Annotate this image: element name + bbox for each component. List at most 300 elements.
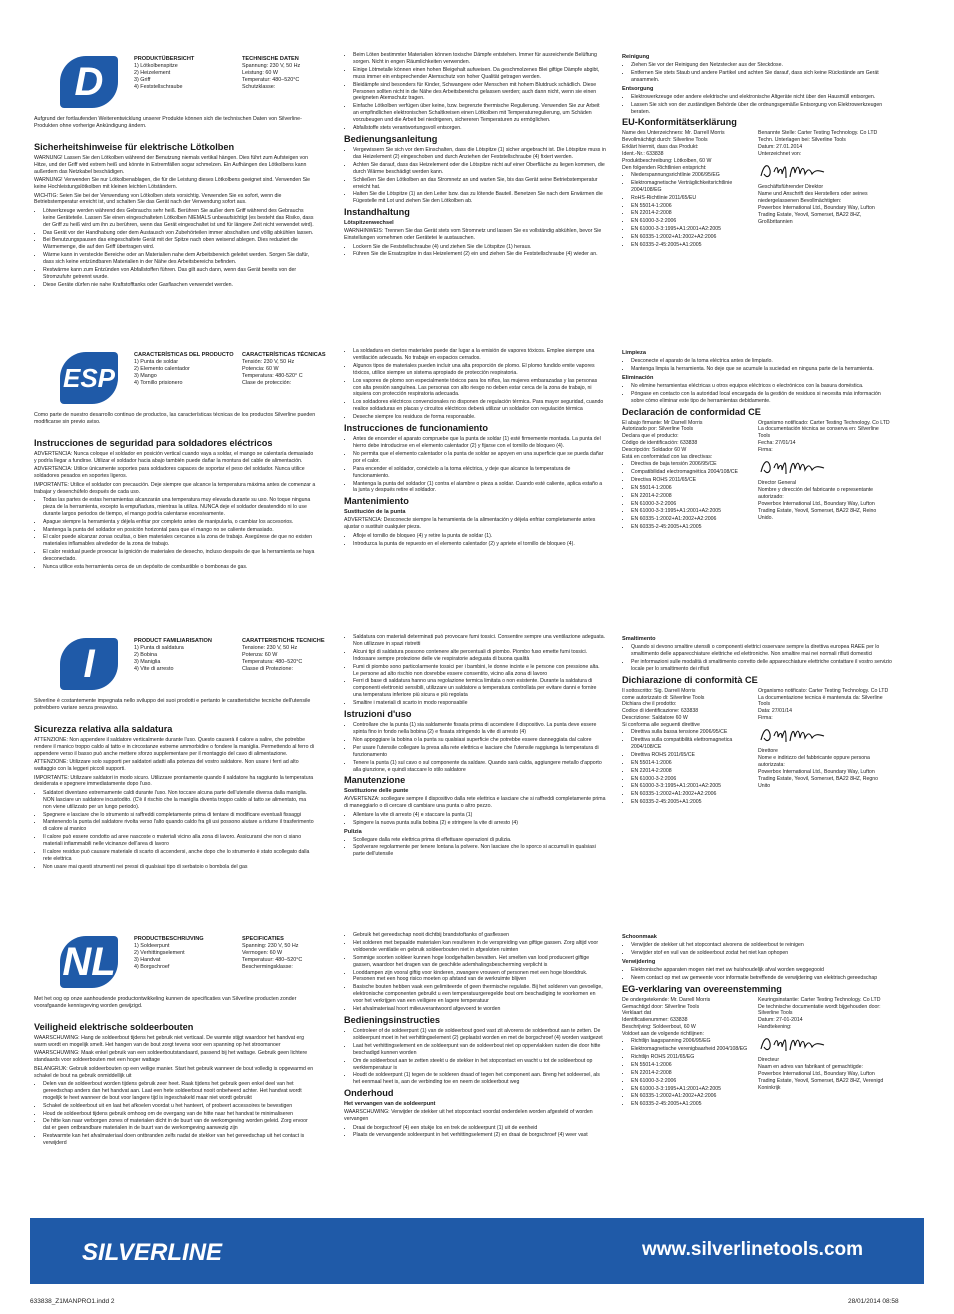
specification-item: Temperatura: 480-520° C — [242, 373, 303, 380]
standards-list — [622, 1038, 750, 1108]
cleaning-or-disposal-heading: Limpieza — [622, 350, 646, 356]
declaration-line: Está en conformidad con las directivas: — [622, 454, 713, 461]
declaration-line: De ondergetekende: Mr. Darrell Morris — [622, 996, 711, 1003]
declaration-line: De technische documentatie wordt bijgehouden door: Silverline Tools — [758, 1003, 881, 1017]
safety-heading: Veiligheid elektrische soldeerbouten — [34, 1022, 194, 1032]
safety-body — [34, 436, 316, 573]
intro-text: Como parte de nuestro desarrollo continuo de productos, las características técnicas de los productos Silverline pueden modificarse sin previo aviso. — [34, 412, 316, 425]
declaration-body — [622, 130, 894, 280]
manufacturer-line: Powerbox International Ltd., Boundary Way, Lufton Trading Estate, Yeovil, Somerset, BA22 8HZ, Großbritannien — [758, 204, 875, 225]
disposal-list — [622, 383, 894, 405]
disposal-item: • Lassen Sie sich von der zuständigen Behörde über die ordnungsgemäße Entsorgung von Elektrowerkzeugen beraten. — [631, 102, 894, 116]
operation-item: • Om de soldeerbout aan te zetten steekt u de stekker in het stopcontact en wacht u tot de soldeerbout op werktemperatuur is — [353, 1058, 606, 1072]
declaration-line: La documentazione tecnica è mantenuta da: Silverline Tools — [758, 694, 883, 708]
specifications-list — [242, 936, 344, 972]
operation-item: • Non appoggiare la bobina o la punta su qualsiasi superficie che potrebbe essere danneggiata dal calore — [353, 737, 606, 744]
standard-item: • EN 61000-3-2:2006 — [631, 776, 750, 783]
declaration-line: El abajo firmante: Mr Darrell Morris — [622, 419, 703, 426]
maintenance-heading: Mantenimiento — [344, 496, 409, 507]
safety-item: • Houd de soldeerbout tijdens gebruik omhoog om de overgang van de hitte naar het handvat te minimaliseren — [43, 1111, 316, 1118]
tip-replacement-heading: Sostituzione delle punte — [344, 788, 409, 795]
declaration-right — [758, 130, 890, 225]
hazard-item: • Bleidämpfe sind besonders für Kinder, Schwangere oder Menschen mit hohem Blutdruck schädlich. Diese Personen sollten nicht in die Nähe des Arbeitsbereichs gelassen werden; auch dann nicht, wenn sie einen geeigneten Atemschutz tragen. — [353, 82, 606, 103]
standard-item: • EN 55014-1:2006 — [631, 1062, 750, 1069]
maintenance-warning: ADVERTENCIA: Desconecte siempre la herramienta de la alimentación y déjela enfriar completamente antes ajustar o sustituir cualquier pieza. — [344, 517, 596, 531]
safety-item: • Restwärme kann zum Entzünden von Abfallstoffen führen. Das gilt auch dann, wenn das Gerät bereits von der Stromzufuhr getrennt wurde. — [43, 267, 316, 281]
cleaning-or-disposal-heading: Schoonmaak — [622, 934, 657, 940]
standard-item: • Direttiva sulla compatibilità elettromagnetica 2004/108/CE — [631, 737, 750, 751]
safety-item: • Schakel de soldeerbout uit en laat het afkoelen voordat u het hanteert, of probeert accessoires te bevestigen — [43, 1103, 316, 1110]
safety-item: • Saldatori diventano estremamente caldi durante l'uso. Non toccare alcuna parte dell'utensile diversa dalla maniglia. NON lasciare un saldatore incustodito. (C'è il rischio che la maniglia diventa troppo caldo al tatto se alimentato, ma non viene utilizzato per un lungo periodo). — [43, 790, 316, 811]
safety-item: • Apague siempre la herramienta y déjela enfriar por completo antes de manipularla, o cambiar los accesorios. — [43, 519, 316, 526]
specification-item: Temperatuur: 480–520°C — [242, 957, 303, 964]
operation-list — [344, 436, 606, 494]
specification-item: Clase de protección: — [242, 380, 292, 387]
hazard-list — [344, 932, 606, 1013]
language-tag: I — [60, 638, 118, 690]
care-item: • Per informazioni sulle modalità di smaltimento corretto delle apparecchiature elettriche contattare il vostro servizio locale per lo smaltimento dei rifiuti — [631, 659, 894, 673]
standard-item: • Compatibilidad electromagnética 2004/108/CE — [631, 469, 750, 476]
specification-item: Potenza: 60 W — [242, 652, 278, 659]
standard-item: • Elektromagnetische Verträglichkeitsrichtlinie 2004/108/EG — [631, 180, 750, 194]
tip-replacement-heading: Lötspitzenwechsel — [344, 220, 394, 227]
declaration-line: Il sottoscritto: Sig. Darrell Morris — [622, 687, 696, 694]
hazard-item: • Einige Lötmetalle können einen hohen Bleigehalt aufweisen. Da geschmolzenes Blei giftige Dämpfe abgibt, muss immer ein entsprechender Atemschutz von hoher Qualität getragen werden. — [353, 67, 606, 81]
intro-text: Met het oog op onze aanhoudende productontwikkeling kunnen de specificaties van Silverline producten zonder voorafgaande kennisgeving worden gewijzigd. — [34, 996, 297, 1009]
declaration-line: come autorizzato di: Silverline Tools — [622, 694, 705, 701]
care-list — [622, 358, 894, 373]
feature-item: 1) Soldeerpunt — [134, 943, 170, 950]
standard-item: • Elektromagnetische verenigbaarheid 2004/108/EG — [631, 1046, 750, 1053]
declaration-line: Voldoet aan de volgende richtlijnen: — [622, 1031, 704, 1038]
declaration-line: Descrizione: Saldatore 60 W — [622, 715, 688, 722]
safety-item: • Das Gerät vor der Handhabung oder dem Austausch von Zubehörteilen immer abschalten und völlig abkühlen lassen. — [43, 230, 316, 237]
declaration-line: Name des Unterzeichners: Mr. Darrell Morris — [622, 130, 725, 137]
feature-item: 3) Griff — [134, 77, 151, 84]
safety-paragraph: BELANGRIJK: Gebruik soldeerbouten op een veilige manier. Start het gebruik wanneer de bout volledig is opgewarmd en schakel de bout na gebruik onmiddellijk uit — [34, 1065, 314, 1079]
feature-item: 2) Bobina — [134, 652, 158, 659]
manufacturer-line: Powerbox International Ltd., Boundary Way, Lufton Trading Estate, Yeovil, Somerset, BA22 8HZ, Verenigd Koninkrijk — [758, 1070, 884, 1091]
standard-item: • EN 60335-1:2002+A1:2002+A2:2006 — [631, 516, 750, 523]
declaration-right — [758, 997, 890, 1092]
specification-item: Tensione: 230 V, 50 Hz — [242, 645, 298, 652]
hazard-list — [344, 52, 606, 132]
safety-list — [34, 497, 316, 571]
safety-item: • El calor puede alcanzar zonas ocultas, o bien materiales cercanos a la zona de trabajo. Asegúrese de que no existen materiales inflamables alrededor de la zona de trabajo. — [43, 534, 316, 548]
hazard-item: • Looddampen zijn vooral giftig voor kinderen, zwangere vrouwen of personen met een hoge bloeddruk. Personen met een hoog risico moeten op afstand van de werkruimte blijven — [353, 970, 606, 984]
operation-item: • No permita que el elemento calentador o la punta de soldar se apoyen en una superficie que se pueda dañar por el calor. — [353, 451, 606, 465]
safety-item: • Mantenendo la punta del saldatore rivolta verso l'alto quando caldo fra gli usi possono aiutare a ridurre il trasferimento di calore al manico — [43, 819, 316, 833]
declaration-line: Techn. Unterlagen bei: Silverline Tools — [758, 137, 846, 144]
features-title: PRODUCT FAMILIARISATION — [134, 638, 212, 644]
operation-heading: Bedieningsinstructies — [344, 1014, 440, 1025]
declaration-line: Firma: — [758, 715, 773, 722]
manual-page — [30, 30, 924, 1284]
care-list — [622, 644, 894, 673]
safety-body — [34, 722, 316, 873]
declaration-right — [758, 420, 890, 522]
safety-list — [34, 790, 316, 871]
declaration-line: Datum: 27-01-2014 — [758, 1017, 803, 1024]
features-title: PRODUCTBESCHRIJVING — [134, 936, 204, 942]
safety-paragraph: WARNUNG! Verwenden Sie nur Lötkolbenablagen, die für die Leistung dieses Lötkolbens geeignet sind. Verwenden Sie keine Hochleistungslötkolben mit kleinen leichten Lötständern. — [34, 177, 311, 191]
maintenance-heading: Onderhoud — [344, 1088, 394, 1099]
safety-item: • Il calore residuo può causare materiale di scarto di accendersi, anche dopo che lo strumento è stato scollegato dalla rete elettrica — [43, 849, 316, 863]
disposal-item: • Elektrowerkzeuge oder andere elektrische und elektronische Altgeräte nicht über den Hausmüll entsorgen. — [631, 94, 894, 101]
declaration-line: Direttore — [758, 748, 778, 755]
operation-item: • Para encender el soldador, conéctelo a la toma eléctrica, y deje que alcance la temperatura de funcionamiento. — [353, 466, 606, 480]
maintenance-heading: Manutenzione — [344, 775, 406, 786]
safety-paragraph: ADVERTENCIA: Utilice únicamente soportes para soldadores capaces de soportar el peso del soldador. Nunca utilice soldadores pesados en soportes ligeros. — [34, 466, 305, 480]
standard-item: • EN 60335-2-45:2005+A1:2005 — [631, 1101, 750, 1108]
operation-item: • Laat het verhittingselement en de soldeerpunt van de soldeerbout niet op oppervlakken rusten die door hitte beschadigd kunnen worden — [353, 1043, 606, 1057]
safety-item: • Nunca utilice esta herramienta cerca de un depósito de combustible o bombonas de gas. — [43, 564, 316, 571]
standards-list — [622, 729, 750, 806]
declaration-line: Ident.-Nr.: 633838 — [622, 151, 664, 158]
safety-paragraph: ADVERTENCIA: Nunca coloque el soldador en posición vertical cuando vaya a soldar, el mango se calentaría demasiado y podría llegar a fundirse. Utilizar el soldador hacia abajo también puede dañar la montura del cable de alimentación. — [34, 451, 314, 464]
safety-paragraph: ATTENZIONE: Non appendere il saldatore verticalmente durante l'uso. Questo causerà il calore a salire, che potrebbe rendere il manico troppo caldo al tatto e in circostanze estreme ammorbidire o fondere la maniglia. Permettendo al ferro di appendere verso il basso può anche mettere sforzo supplementare per il montaggio del cavo di alimentazione. — [34, 737, 314, 757]
standard-item: • EN 61000-3-3:1995+A1:2001+A2:2005 — [631, 1086, 750, 1093]
feature-item: 3) Handvat — [134, 957, 161, 964]
disposal-list — [622, 967, 894, 982]
column-right — [622, 348, 894, 648]
declaration-line: Gemachtigd door: Silverline Tools — [622, 1003, 700, 1010]
tip-replacement-item: • Introduzca la punta de repuesto en el elemento calentador (2) y apriete el tornillo de bloqueo (4). — [353, 541, 606, 548]
declaration-line: Produktbeschreibung: Lötkolben, 60 W — [622, 158, 712, 165]
maintenance-warning: WAARSCHUWING: Verwijder de stekker uit het stopcontact voordat onderdelen worden afgesteld of worden vervangen — [344, 1109, 593, 1123]
operation-item: • Tenere la punta (1) sul cavo o sul componente da saldare. Quando sarà calda, aggiungere metallo d'apporto alla giunzione, e quindi staccare lo stilo saldatore — [353, 760, 606, 774]
operation-list — [344, 1028, 606, 1086]
hazard-item: • Beim Löten bestimmter Materialien können toxische Dämpfe entstehen. Immer für ausreichende Belüftung sorgen. Nicht in engen Räumlichkeiten verwenden. — [353, 52, 606, 66]
footer-band — [30, 1218, 924, 1284]
standard-item: • EN 22014-2:2008 — [631, 1070, 750, 1077]
declaration-line: Dichiara che il prodotto: — [622, 701, 677, 708]
hazard-item: • Het solderen met bepaalde materialen kan resulteren in de verspreiding van giftige gassen. Zorg altijd voor voldoende ventilatie en gebruik soldeerbouten niet in afgesloten ruimten — [353, 940, 606, 954]
hazard-item: • Smaltire i materiali di scarto in modo responsabile — [353, 700, 606, 707]
operation-item: • Per usare l'utensile collegare la presa alla rete elettrica e lasciare che l'utensile raggiunga la temperatura di funzionamento — [353, 745, 606, 759]
standard-item: • EN 60335-2-45:2005+A1:2005 — [631, 799, 750, 806]
care-item: • Desconecte el aparato de la toma eléctrica antes de limpiarlo. — [631, 358, 894, 365]
brand-wordmark: SILVERLINE — [82, 1239, 223, 1266]
cleaning-item: • Scollegare dalla rete elettrica prima di effettuare operazioni di pulizia. — [353, 837, 606, 844]
section-dutch — [30, 932, 924, 1228]
specification-item: Beschermingsklasse: — [242, 964, 293, 971]
operation-item: • Vergewissern Sie sich vor dem Einschalten, dass die Lötspitze (1) sicher angebracht ist. Die Lötspitze muss in das Heizelement (2) eingeschoben und durch Anziehen der Feststellschraube (4) fixiert werden. — [353, 147, 606, 161]
safety-item: • Spegnere e lasciare che lo strumento si raffreddi completamente prima di tentare di modificare eventuali fissaggi — [43, 812, 316, 819]
standard-item: • EN 22014-2:2008 — [631, 493, 750, 500]
signature — [758, 160, 828, 182]
product-features — [134, 638, 344, 694]
tip-replacement-heading: Sustitución de la punta — [344, 509, 406, 516]
product-features — [134, 936, 344, 992]
operation-heading: Istruzioni d'uso — [344, 709, 412, 720]
safety-paragraph: WARNUNG! Lassen Sie den Lötkolben während der Benutzung niemals vertikal hängen. Dies führt zum Aufsteigen von Hitze, und der Griff wird extrem heiß und könnte in Extremfällen sogar schmelzen. Ein Aufhängen des Lötkolbens kann außerdem das Netzkabel beschädigen. — [34, 155, 309, 175]
features-list — [134, 56, 236, 92]
standard-item: • EN 22014-2:2008 — [631, 210, 750, 217]
hazard-item: • Alcuni tipi di saldatura possono contenere alte percentuali di piombo. Piombo fuso emette fumi tossici. Indossare sempre protezione delle vie respiratorie adeguata di buona qualità — [353, 649, 606, 663]
disposal-item: • No elimine herramientas eléctricas u otros equipos eléctricos o electrónicos con la basura doméstica. — [631, 383, 894, 390]
column-left — [34, 932, 314, 1228]
declaration-body — [622, 420, 894, 570]
safety-item: • Lötwerkzeuge werden während des Gebrauchs sehr heiß. Berühren Sie außer dem Griff während des Gebrauchs keine Geräteteile. Lassen Sie einen eingeschalteten Lötkolben NIEMALS unbeaufsichtigt (es besteht das Risiko, dass der Griff zu heiß wird um ihn zu berühren, wenn das Gerät eingeschaltet ist und für längere Zeit nicht verwendet wird). — [43, 208, 316, 229]
column-left — [34, 52, 314, 350]
hazard-item: • Deseche siempre los residuos de forma responsable. — [353, 414, 606, 421]
safety-heading: Instrucciones de seguridad para soldadores eléctricos — [34, 438, 273, 448]
operation-item: • Halten Sie die Lötspitze (1) an den Leiter bzw. das zu lötende Bauteil. Benetzen Sie nach dem Erwärmen die Fügestelle mit Lot und ziehen Sie den Lötkolben ab. — [353, 191, 606, 205]
disposal-item: • Elektronische apparaten mogen niet met uw huishoudelijk afval worden weggegooid — [631, 967, 894, 974]
hazard-item: • Ferri di base di saldatura hanno una regolazione termica limitata o non esistente. Durante la saldatura di componenti elettronici sensibili, utilizzare un saldatore a temperatura controllata per evitare danni e fornire una temperatura inferiore più sicura e più regolata — [353, 678, 606, 699]
feature-item: 2) Verhittingselement — [134, 950, 185, 957]
hazard-item: • Los soldadores eléctricos convencionales no disponen de regulación térmica. Para mayor seguridad, cuando realice soldaduras en placas y circuitos eléctricos deberá utilizar un soldador con regulación térmica — [353, 399, 606, 413]
declaration-line: Den folgenden Richtlinien entspricht: — [622, 164, 707, 171]
cleaning-or-disposal-heading: Smaltimento — [622, 636, 656, 642]
declaration-line: Datum: 27.01.2014 — [758, 144, 803, 151]
specification-item: Vermogen: 60 W — [242, 950, 283, 957]
declaration-line: Directeur — [758, 1057, 780, 1064]
safety-item: • Mantenga la punta del soldador en posición horizontal para que el mango no se caliente demasiado. — [43, 527, 316, 534]
declaration-line: Unterzeichnet von: — [758, 151, 802, 158]
hazard-item: • Fumi di piombo sono particolarmente tossici per i bambini, le donne incinte e le persone con pressione alta. Le persone ad alto rischio non dovrebbe essere consentito, vicino alla zona di lavoro — [353, 664, 606, 678]
declaration-body — [622, 688, 894, 838]
tip-replacement-item: • Führen Sie die Ersatzspitze in das Heizelement (2) ein und ziehen Sie die Feststellschraube (4) wieder an. — [353, 251, 606, 258]
maintenance-heading: Instandhaltung — [344, 207, 410, 218]
hazard-item: • Abfallstoffe stets verantwortungsvoll entsorgen. — [353, 125, 606, 132]
tip-replacement-item: • Plaats de vervangende soldeerpunt in het verhittingselement (2) en draai de borgschroef (4) weer vast — [353, 1132, 606, 1139]
declaration-body — [622, 997, 894, 1147]
declaration-line: Keuringsinstantie: Carter Testing Technology. Co LTD — [758, 996, 881, 1003]
feature-item: 4) Tornillo prisionero — [134, 380, 183, 387]
section-spanish — [30, 348, 924, 648]
standard-item: • Direttiva sulla bassa tensione 2006/95/CE — [631, 729, 750, 736]
standard-item: • EN 61000-3-3:1995+A1:2001+A2:2005 — [631, 783, 750, 790]
tip-replacement-list — [344, 244, 606, 259]
safety-paragraph: IMPORTANTE: Utilice el soldador con precaución. Deje siempre que alcance la temperatura máxima antes de comenzar a trabajar y desenchúfelo después de cada uso. — [34, 481, 316, 495]
column-middle — [344, 52, 606, 350]
hazard-item: • Gebruik het gereedschap nooit dichtbij brandstoftanks of gasflessen — [353, 932, 606, 939]
safety-paragraph: WAARSCHUWING: Maak enkel gebruik van een soldeerboutstandaard, passend bij het wattage. Gebruik geen lichtere standaards voor soldeerbouten met een hoger wattage — [34, 1050, 308, 1064]
specification-item: Temperatura: 480–520°C — [242, 659, 303, 666]
column-left — [34, 634, 325, 940]
hazard-item: • Algunos tipos de materiales pueden incluir una alta proporción de plomo. El plomo fundido emite vapores tóxicos, utilice siempre un sistema apropiado de protección respiratoria. — [353, 363, 606, 377]
declaration-line: Bevollmächtigt durch: Silverline Tools — [622, 137, 708, 144]
specifications-list — [242, 56, 344, 92]
standard-item: • EN 60335-1:2002+A1:2002+A2:2006 — [631, 1093, 750, 1100]
column-right — [622, 932, 894, 1228]
care-item: • Quando si devono smaltire utensili o componenti elettrici osservare sempre la direttiva europea RAEE per lo smaltimento delle apparecchiature elettriche ed elettroniche. Non smaltire mai nei normali rifiuti domestici — [631, 644, 894, 658]
care-list — [622, 62, 894, 84]
website-url[interactable]: www.silverlinetools.com — [642, 1239, 864, 1260]
standard-item: • EN 61000-3-2:2006 — [631, 1078, 750, 1085]
declaration-line: La documentación técnica se conserva en: Silverline Tools — [758, 426, 879, 440]
language-tag: ESP — [60, 352, 118, 404]
specification-item: Temperatur: 480–520°C — [242, 77, 300, 84]
tip-replacement-list — [344, 812, 606, 827]
declaration-line: Geschäftsführender Direktor — [758, 184, 824, 191]
tip-replacement-heading: Het vervangen van de soldeerpunt — [344, 1101, 436, 1108]
hazard-item: • Los vapores de plomo son especialmente tóxicos para los niños, las mujeres embarazadas y las personas con alta presión sanguínea. Las personas con alto riesgo no deben estar cerca de la zona de trabajo, ni siquiera con protección respiratoria adecuada. — [353, 378, 606, 399]
standard-item: • EN 61000-3-3:1995+A1:2001+A2:2005 — [631, 226, 750, 233]
manufacturer-line: Powerbox International Ltd., Boundary Way, Lufton Trading Estate, Yeovil, Somerset, BA22 8HZ, Regno Unito — [758, 768, 879, 789]
operation-list — [344, 722, 606, 773]
signature — [758, 724, 828, 746]
declaration-line: Firma: — [758, 447, 773, 454]
feature-item: 4) Borgschroef — [134, 964, 170, 971]
hazard-item: • Einfache Lötkolben verfügen über keine, bzw. begrenzte thermische Regulierung. Verwenden Sie zur Arbeit an empfindlichen elektronischen Schaltkreisen einen Lötkolben mit Temperaturregulierung, um Schäden vorzubeugen und die Arbeit bei niedrigeren, sichereren Temperaturen zu ermöglichen. — [353, 103, 606, 124]
signature — [758, 1033, 828, 1055]
standard-item: • Directiva de baja tensión 2006/95/CE — [631, 461, 750, 468]
intro-text: Aufgrund der fortlaufenden Weiterentwicklung unserer Produkte können sich die technischen Daten von Silverline-Produkten ohne vorherige Ankündigung ändern. — [34, 116, 302, 129]
standard-item: • EN 22014-2:2008 — [631, 768, 750, 775]
care-item: • Mantenga limpia la herramienta. No deje que se acumule la suciedad en ninguna parte de la herramienta. — [631, 366, 894, 373]
section-italian — [30, 634, 924, 940]
operation-item: • Schließen Sie den Lötkolben an das Stromnetz an und warten Sie, bis das Gerät seine Betriebstemperatur erreicht hat. — [353, 177, 606, 191]
specifications-title: CARATTERISTICHE TECNICHE — [242, 638, 325, 644]
care-item: • Entfernen Sie stets Staub und andere Partikel und achten Sie darauf, dass sich keine Rückstände am Gerät ansammeln. — [631, 70, 894, 84]
operation-item: • Controllare che la punta (1) sia saldamente fissata prima di accendere il dispositivo. La punta deve essere spinta fino in fondo nella bobina (2) e fissata stringendo la vite di arresto (4) — [353, 722, 606, 736]
specifications-list — [242, 638, 344, 674]
feature-item: 3) Mango — [134, 373, 157, 380]
manufacturer-line: Name und Anschrift des Herstellers oder seines niedergelassenen Bevollmächtigten: — [758, 190, 868, 204]
features-title: PRODUKTÜBERSICHT — [134, 56, 195, 62]
print-slug-date: 28/01/2014 08:58 — [848, 1298, 899, 1305]
standards-list — [622, 172, 750, 249]
tip-replacement-item: • Allentare la vite di arresto (4) e staccare la punta (1) — [353, 812, 606, 819]
operation-list — [344, 147, 606, 205]
declaration-line: Código de identificación: 633838 — [622, 440, 698, 447]
column-middle — [344, 348, 606, 648]
specifications-title: TECHNISCHE DATEN — [242, 56, 299, 62]
standard-item: • EN 61000-3-2:2006 — [631, 218, 750, 225]
specification-item: Schutzklasse: — [242, 84, 276, 91]
manufacturer-line: Powerbox International Ltd., Boundary Way, Lufton Trading Estate, Yeovil, Somerset, BA22 8HZ, Reino Unido. — [758, 500, 877, 521]
declaration-heading: Dichiarazione di conformità CE — [622, 674, 758, 685]
declaration-heading: EG-verklaring van overeenstemming — [622, 983, 782, 994]
declaration-line: Autorizado por: Silverline Tools — [622, 426, 694, 433]
specification-item: Spannung: 230 V, 50 Hz — [242, 63, 301, 70]
tip-replacement-item: • Lockern Sie die Feststellschraube (4) und ziehen Sie die Lötspitze (1) heraus. — [353, 244, 606, 251]
declaration-line: Benannte Stelle: Carter Testing Technology. Co LTD — [758, 130, 878, 137]
tip-replacement-list — [344, 1125, 606, 1140]
language-tag: D — [60, 56, 118, 108]
standards-list — [622, 461, 750, 531]
column-right — [622, 52, 894, 350]
declaration-line: Organismo notificato: Carter Testing Technology. Co LTD — [758, 687, 889, 694]
tip-replacement-item: • Spingere la nuova punta sulla bobina (2) e stringere la vite di arresto (4) — [353, 820, 606, 827]
specification-item: Spanning: 230 V, 50 Hz — [242, 943, 299, 950]
safety-item: • Diese Geräte dürfen nie nahe Kraftstofftanks oder Gasflaschen verwendet werden. — [43, 282, 316, 289]
disposal-item: • Póngase en contacto con la autoridad local encargada de la gestión de residuos si necesita más información sobre cómo eliminar este tipo de herramientas debidamente. — [631, 391, 894, 405]
standard-item: • EN 61000-3-3:1995+A1:2001+A2:2005 — [631, 508, 750, 515]
specification-item: Tensión: 230 V, 50 Hz — [242, 359, 295, 366]
specification-item: Potencia: 60 W — [242, 366, 279, 373]
language-tag: NL — [60, 936, 118, 988]
disposal-heading: Verwijdering — [622, 958, 656, 965]
operation-item: • Mantenga la punta del soldador (1) contra el alambre o pieza a soldar. Cuando esté caliente, aplica estaño a la junta y después retire el soldador. — [353, 481, 606, 495]
care-list — [622, 942, 894, 957]
declaration-line: Verklaart dat — [622, 1010, 652, 1017]
safety-paragraph: ATTENZIONE: Utilizzare solo supporti per saldatori adatti alla potenza del vostro saldatore. Non usare i ferri ad alto wattaggio con la leggeri piccoli supporti. — [34, 759, 299, 773]
feature-item: 1) Punta di saldatura — [134, 645, 184, 652]
cleaning-list — [344, 837, 606, 859]
manufacturer-line: Naam en adres van fabrikant of gemachtigde: — [758, 1064, 863, 1071]
features-list — [134, 638, 236, 674]
maintenance-warning: WARNHINWEIS: Trennen Sie das Gerät stets vom Stromnetz und lassen Sie es vollständig abkühlen, bevor Sie Einstellungen vornehmen oder Gerätetei le austauschen. — [344, 228, 602, 242]
product-features — [134, 56, 344, 112]
operation-heading: Instrucciones de funcionamiento — [344, 423, 488, 434]
tip-replacement-item: • Afloje el tornillo de bloqueo (4) y retire la punta de soldar (1). — [353, 533, 606, 540]
hazard-list — [344, 634, 606, 707]
standard-item: • Niederspannungsrichtlinie 2006/95/EG — [631, 172, 750, 179]
tip-replacement-list — [344, 533, 606, 548]
standard-item: • EN 55014-1:2006 — [631, 203, 750, 210]
features-list — [134, 352, 236, 388]
safety-paragraph: WAARSCHUWING: Hang de soldeerbout tijdens het gebruik niet verticaal. De warmte stijgt waardoor het handvat erg warm wordt en mogelijk smelt. Het hangen van de bout zorgt tevens voor een spanning op het stroomsnoer — [34, 1035, 304, 1048]
intro-text: Silverline è costantemente impegnata nello sviluppo dei suoi prodotti e pertanto le caratteristiche tecniche dell'utensile potrebbero variare senza preavviso. — [34, 698, 311, 711]
features-list — [134, 936, 236, 972]
care-item: • Verwijder stof en vuil van de soldeerbout zodat het niet kan ophopen — [631, 950, 894, 957]
disposal-heading: Entsorgung — [622, 85, 654, 92]
declaration-line: Handtekening: — [758, 1024, 792, 1031]
feature-item: 4) Vite di arresto — [134, 666, 174, 673]
specifications-title: SPECIFICATIES — [242, 936, 284, 942]
declaration-right — [758, 688, 890, 790]
declaration-line: Erklärt hiermit, dass das Produkt: — [622, 144, 699, 151]
standard-item: • EN 55014-1:2006 — [631, 485, 750, 492]
safety-item: • Bei Benutzungspausen das eingeschaltete Gerät mit der Spitze nach oben weisend ablegen. Dies reduziert die Wärmemenge, die auf den Griff übertragen wird. — [43, 237, 316, 251]
standard-item: • Directiva ROHS 2011/65/CE — [631, 477, 750, 484]
specification-item: Leistung: 60 W — [242, 70, 278, 77]
declaration-heading: Declaración de conformidad CE — [622, 406, 761, 417]
safety-item: • Wärme kann in versteckte Bereiche oder an Materialien nahe dem Arbeitsbereich geleitet werden. Sorgen Sie dafür, dass sich keine entzündbaren Materialien in der Nähe des Arbeitsbereichs befinden. — [43, 252, 316, 266]
declaration-line: Director General — [758, 480, 797, 487]
hazard-list — [344, 348, 606, 421]
declaration-left — [622, 420, 750, 534]
safety-item: • Non usare mai questi strumenti nei pressi di qualsiasi tipo di serbatoio o bombola del gas — [43, 864, 316, 871]
hazard-item: • Sommige soorten soldeer kunnen hoge loodgehalten bevatten. Het smelten van lood produceert giftige gassen, waardoor het dragen van de geschikte ademhalingsbescherming verplicht is — [353, 955, 606, 969]
column-right — [622, 634, 894, 940]
maintenance-warning: AVVERTENZA: scollegare sempre il dispositivo dalla rete elettrica e lasciare che si raffreddi completamente prima di maneggiarlo o di cercare di cambiare una punta o altro pezzo. — [344, 796, 606, 810]
operation-item: • Achten Sie darauf, dass das Heizelement oder die Lötspitze nicht auf einer Oberfläche zu liegen kommen, die durch Wärme beschädigt werden kann. — [353, 162, 606, 176]
declaration-left — [622, 688, 750, 809]
safety-body — [34, 140, 316, 291]
care-item: • Ziehen Sie vor der Reinigung den Netzstecker aus der Steckdose. — [631, 62, 894, 69]
safety-heading: Sicherheitshinweise für elektrische Lötkolben — [34, 142, 235, 152]
cleaning-heading: Pulizia — [344, 828, 362, 835]
declaration-line: Declara que el producto: — [622, 433, 679, 440]
operation-heading: Bedienungsanleitung — [344, 133, 438, 144]
hazard-item: • Basische bouten hebben vaak een gelimiteerde of geen thermische regulatie. Bij het solderen van gevoelige, elektronische componenten gebruikt u een temperatuurgeregelde bout om beschadiging te voorkomen en voor het verkrijgen van een veiligere en lagere temperatuur — [353, 984, 606, 1005]
hazard-item: • Het afvalmateriaal hoort milieuverantwoord afgevoerd te worden — [353, 1006, 606, 1013]
feature-item: 2) Elemento calentador — [134, 366, 190, 373]
declaration-line: Data: 27/01/14 — [758, 708, 793, 715]
specification-item: Classe di Protezione: — [242, 666, 293, 673]
feature-item: 1) Punta de soldar — [134, 359, 179, 366]
safety-item: • Restwarmte kan het afvalmateriaal doen ontbranden zelfs nadat de stekker van het gereedschap uit het contact is verwijderd — [43, 1133, 316, 1147]
tip-replacement-item: • Draai de borgschroef (4) een stukje los en trek de soldeerpunt (1) uit de eenheid — [353, 1125, 606, 1132]
safety-item: • Todas las partes de estas herramientas alcanzarán una temperatura muy elevada durante su uso. No toque ninguna pieza de la herramienta, excepto la empuñadura, mientras la utiliza. NUNCA deje el soldador desatendido ni lo use durante largos periodos de tiempo, el mango podría calentarse excesivamente. — [43, 497, 316, 518]
column-left — [34, 348, 326, 648]
safety-item: • De hitte kan naar verborgen zones of materialen dicht in de buurt van de werkomgeving worden geleid. Zorg ervoor dat er geen ontbrandbare materialen in de buurt van de werkomgeving aanwezig zijn — [43, 1118, 316, 1132]
feature-item: 1) Lötkolbenspitze — [134, 63, 178, 70]
manufacturer-line: Nome e indirizzo del fabbricante oppure persona autorizzata: — [758, 755, 870, 768]
hazard-item: • La soldadura en ciertos materiales puede dar lugar a la emisión de vapores tóxicos. Emplee siempre una ventilación adecuada. No trabaje en espacios cerrados. — [353, 348, 606, 362]
declaration-left — [622, 130, 750, 251]
silverline-logo — [80, 1234, 256, 1268]
disposal-list — [622, 94, 894, 116]
standard-item: • EN 60335-2-45:2005+A1:2005 — [631, 524, 750, 531]
declaration-line: Descripción: Soldador 60 W — [622, 447, 687, 454]
product-features — [134, 352, 344, 408]
